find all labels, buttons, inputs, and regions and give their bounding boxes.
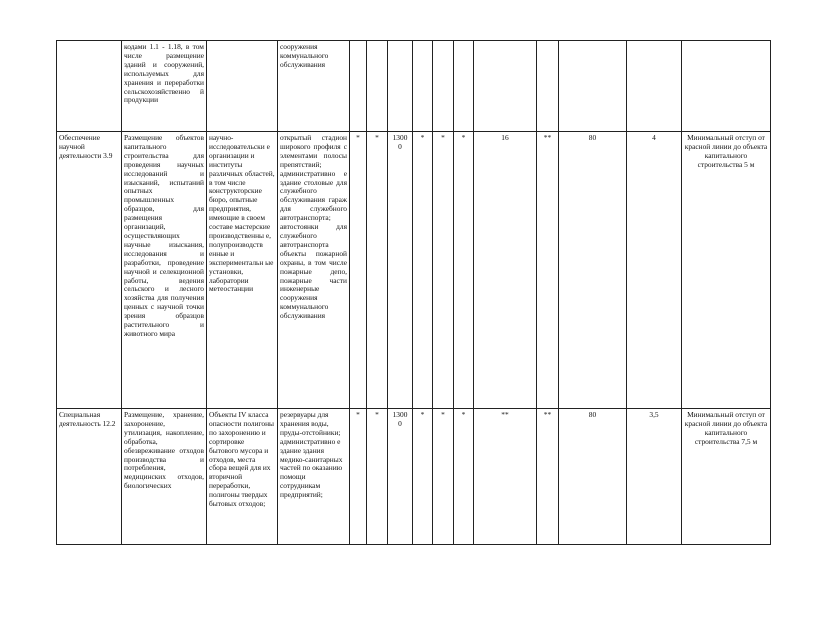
param-cell-3: 1300 0 xyxy=(388,132,413,409)
param-cell-3 xyxy=(388,41,413,132)
param-cell-8 xyxy=(537,41,559,132)
param-cell-4 xyxy=(413,41,433,132)
param-cell-1: * xyxy=(350,132,367,409)
description-cell: кодами 1.1 - 1.18, в том числе размещение зданий и сооружений, используемых для хранения и переработки сельскохозяйственно й продукции xyxy=(122,41,207,132)
param-cell-5 xyxy=(433,41,454,132)
param-cell-4: * xyxy=(413,409,433,545)
param-cell-8: ** xyxy=(537,132,559,409)
param-cell-6: * xyxy=(454,132,474,409)
param-cell-3: 1300 0 xyxy=(388,409,413,545)
note-cell: Минимальный отступ от красной линии до объекта капитального строительства 7,5 м xyxy=(682,409,771,545)
param-cell-6 xyxy=(454,41,474,132)
table-row xyxy=(57,132,771,409)
param-cell-2: * xyxy=(367,409,388,545)
main-uses-cell: Объекты IV класса опасности полигоны по захоронению и сортировке бытового мусора и отходов, места сбора вещей для их вторичной переработки, полигоны твердых бытовых отходов; xyxy=(207,409,278,545)
main-uses-cell xyxy=(207,41,278,132)
note-cell xyxy=(682,41,771,132)
note-cell: Минимальный отступ от красной линии до объекта капитального строительства 5 м xyxy=(682,132,771,409)
param-cell-6: * xyxy=(454,409,474,545)
main-uses-cell: научно-исследовательски е организации и институты различных областей, в том числе конструкторские бюро, опытные предприятия, имеющие в своем составе мастерские производственны е, полупроизводств енные и экспериментальн ые установки, лаборатории метеостанции xyxy=(207,132,278,409)
aux-uses-cell: открытый стадион широкого профиля с элементами полосы препятствий; административно е здание столовые для служебного обслуживания гараж для служебного автотранспорта; автостоянки для служебного автотранспорта объекты пожарной охраны, в том числе пожарные депо, пожарные части инженерные сооружения коммунального обслуживания xyxy=(278,132,350,409)
table-row xyxy=(57,409,771,545)
param-cell-5: * xyxy=(433,409,454,545)
regulations-table xyxy=(56,40,771,545)
param-cell-2: * xyxy=(367,132,388,409)
param-cell-8: ** xyxy=(537,409,559,545)
param-cell-10: 4 xyxy=(627,132,682,409)
aux-uses-cell: резервуары для хранения воды, пруды-отстойники; административно е здание здания медико-санитарных частей по оказанию помощи сотрудникам предприятий; xyxy=(278,409,350,545)
param-cell-4: * xyxy=(413,132,433,409)
table-row xyxy=(57,41,771,132)
aux-uses-cell: сооружения коммунального обслуживания xyxy=(278,41,350,132)
param-cell-7: ** xyxy=(474,409,537,545)
param-cell-9 xyxy=(559,41,627,132)
param-cell-10: 3,5 xyxy=(627,409,682,545)
use-name-cell: Специальная деятельность 12.2 xyxy=(57,409,122,545)
param-cell-2 xyxy=(367,41,388,132)
param-cell-5: * xyxy=(433,132,454,409)
use-name-cell: Обеспечение научной деятельности 3.9 xyxy=(57,132,122,409)
param-cell-10 xyxy=(627,41,682,132)
param-cell-7 xyxy=(474,41,537,132)
param-cell-1 xyxy=(350,41,367,132)
param-cell-7: 16 xyxy=(474,132,537,409)
param-cell-9: 80 xyxy=(559,132,627,409)
param-cell-9: 80 xyxy=(559,409,627,545)
param-cell-1: * xyxy=(350,409,367,545)
description-cell: Размещение, хранение, захоронение, утилизация, накопление, обработка, обезвреживание отходов производства и потребления, медицинских отходов, биологических xyxy=(122,409,207,545)
description-cell: Размещение объектов капитального строительства для проведения научных исследований и изысканий, испытаний опытных промышленных образцов, для размещения организаций, осуществляющих научные изыскания, исследования и разработки, проведение научной и селекционной работы, ведения сельского и лесного хозяйства для получения ценных с научной точки зрения образцов растительного и животного мира xyxy=(122,132,207,409)
use-name-cell xyxy=(57,41,122,132)
